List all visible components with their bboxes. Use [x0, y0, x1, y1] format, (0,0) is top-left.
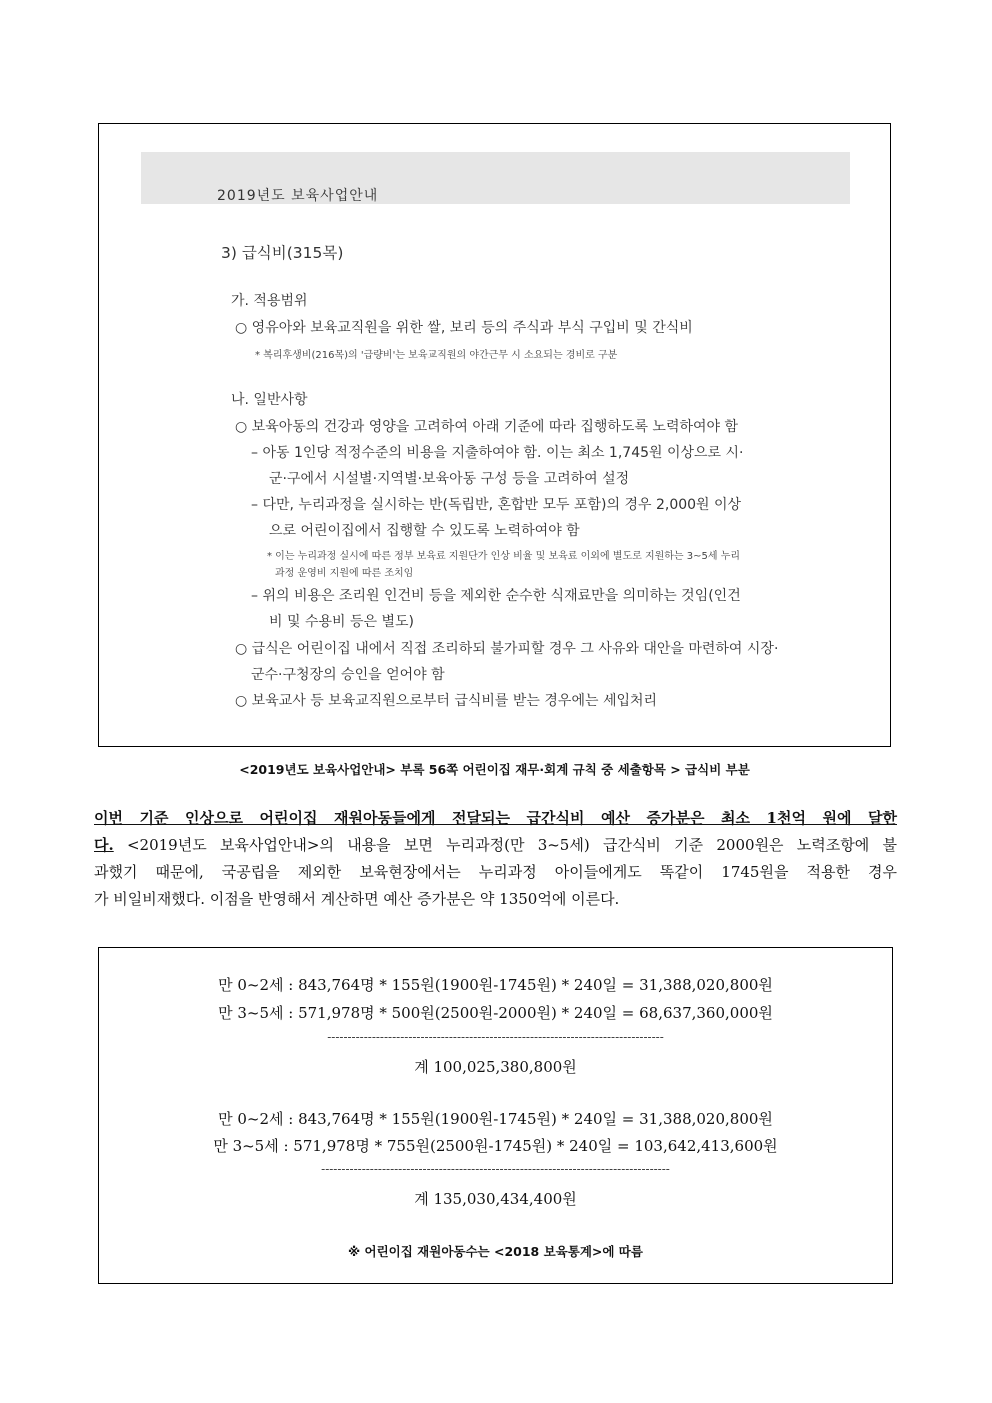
excerpt-header-title: 2019년도 보육사업안내: [217, 188, 379, 204]
excerpt-caption: <2019년도 보육사업안내> 부록 56쪽 어린이집 재무·회계 규칙 중 세출항목 > 급식비 부분: [239, 762, 750, 777]
excerpt-note: * 이는 누리과정 실시에 따른 정부 보육료 지원단가 인상 비율 및 보육료 이외에 별도로 지원하는 3~5세 누리: [267, 551, 741, 562]
excerpt-section-title: 3) 급식비(315목): [221, 244, 344, 262]
excerpt-subsection-a-item: ○ 영유아와 보육교직원을 위한 쌀, 보리 등의 주식과 부식 구입비 및 간식비: [235, 320, 693, 336]
paragraph-line-4: 가 비일비재했다. 이점을 반영해서 계산하면 예산 증가분은 약 1350억에 이른다.: [94, 890, 620, 908]
excerpt-line: – 다만, 누리과정을 실시하는 반(독립반, 혼합반 모두 포함)의 경우 2,000원 이상: [251, 497, 742, 513]
excerpt-line: ○ 보육교사 등 보육교직원으로부터 급식비를 받는 경우에는 세입처리: [235, 693, 658, 709]
calc-block1-line2: 만 3~5세 : 571,978명 * 500원(2500원-2000원) * 240일 = 68,637,360,000원: [218, 1004, 773, 1022]
excerpt-line: 비 및 수용비 등은 별도): [269, 614, 414, 630]
excerpt-line: 으로 어린이집에서 집행할 수 있도록 노력하여야 함: [269, 523, 580, 539]
excerpt-line: – 아동 1인당 적정수준의 비용을 지출하여야 함. 이는 최소 1,745원 이상으로 시·: [251, 445, 744, 461]
excerpt-note: 과정 운영비 지원에 따른 조치임: [275, 568, 414, 579]
calc-block1-line1: 만 0~2세 : 843,764명 * 155원(1900원-1745원) * 240일 = 31,388,020,800원: [218, 976, 773, 994]
paragraph-line-3: 과했기 때문에, 국공립을 제외한 보육현장에서는 누리과정 아이들에게도 똑같이 1745원을 적용한 경우: [94, 863, 897, 881]
paragraph-bold-end: 다.: [94, 836, 114, 854]
excerpt-line: ○ 급식은 어린이집 내에서 직접 조리하되 불가피할 경우 그 사유와 대안을 마련하여 시장·: [235, 641, 779, 657]
excerpt-line: ○ 보육아동의 건강과 영양을 고려하여 아래 기준에 따라 집행하도록 노력하여야 함: [235, 419, 739, 435]
calc-block1-divider: -----------------------------------------------------------------------------------: [327, 1030, 664, 1044]
excerpt-box: [98, 123, 891, 747]
paragraph-line-1: 이번 기준 인상으로 어린이집 재원아동들에게 전달되는 급간식비 예산 증가분은 최소 1천억 원에 달한: [94, 809, 897, 827]
calc-block2-divider: --------------------------------------------------------------------------------------: [321, 1162, 670, 1176]
calc-block2-line1: 만 0~2세 : 843,764명 * 155원(1900원-1745원) * 240일 = 31,388,020,800원: [218, 1110, 773, 1128]
paragraph-line-2: [94, 835, 897, 855]
excerpt-subsection-a-heading: 가. 적용범위: [231, 293, 308, 309]
calculation-box: [98, 947, 893, 1284]
calc-source-note: ※ 어린이집 재원아동수는 <2018 보육통계>에 따름: [348, 1244, 643, 1259]
excerpt-line: – 위의 비용은 조리원 인건비 등을 제외한 순수한 식재료만을 의미하는 것임(인건: [251, 588, 741, 604]
calc-block2-line2: 만 3~5세 : 571,978명 * 755원(2500원-1745원) * 240일 = 103,642,413,600원: [213, 1137, 778, 1155]
calc-block2-total: 계 135,030,434,400원: [414, 1190, 577, 1208]
calc-block1-total: 계 100,025,380,800원: [414, 1058, 577, 1076]
excerpt-subsection-b-heading: 나. 일반사항: [231, 392, 308, 408]
paragraph-line-2-text: <2019년도 보육사업안내>의 내용을 보면 누리과정(만 3~5세) 급간식비 기준 2000원은 노력조항에 불: [113, 836, 897, 854]
excerpt-line: 군수·구청장의 승인을 얻어야 함: [251, 667, 445, 683]
excerpt-line: 군·구에서 시설별·지역별·보육아동 구성 등을 고려하여 설정: [269, 471, 630, 487]
excerpt-subsection-a-note: * 복리후생비(216목)의 '급량비'는 보육교직원의 야간근무 시 소요되는 경비로 구분: [255, 350, 618, 361]
